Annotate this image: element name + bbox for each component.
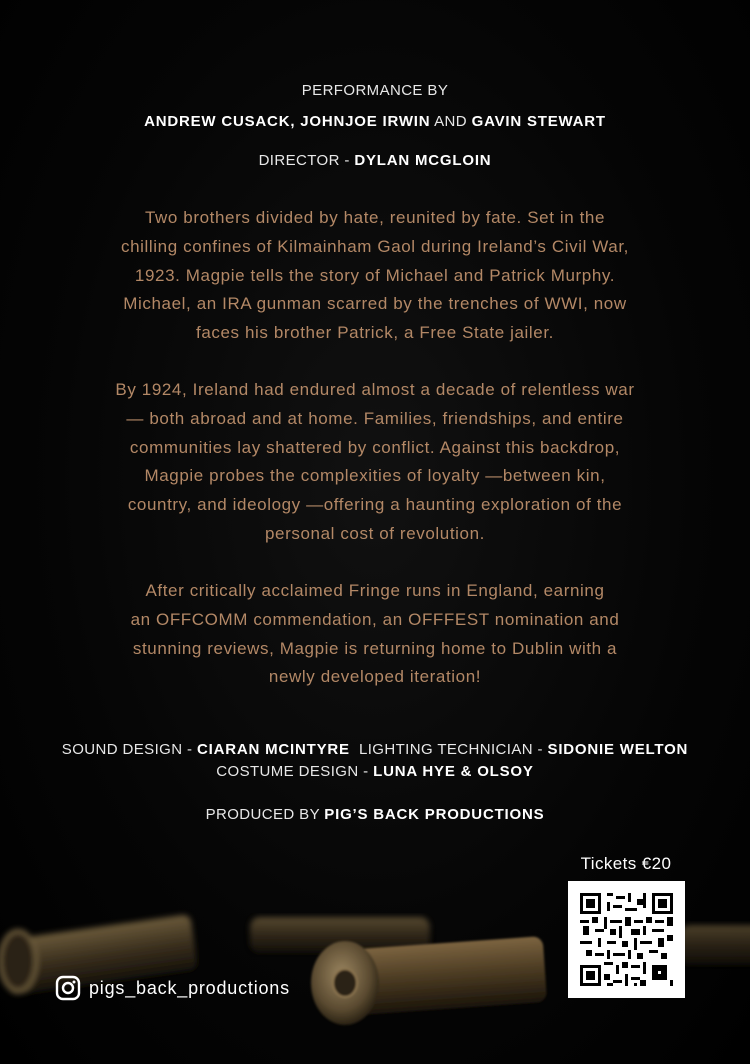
synopsis-paragraph-1 xyxy=(60,204,690,348)
sound-label: SOUND DESIGN - xyxy=(61,741,193,758)
costume-name: LUNA HYE & OLSOY xyxy=(373,763,534,780)
synopsis-line: By 1924, Ireland had endured almost a decade of relentless war xyxy=(115,380,635,399)
and-word: AND xyxy=(434,113,468,130)
cast-names: ANDREW CUSACK, JOHNJOE IRWIN xyxy=(144,113,431,130)
synopsis-line: Two brothers divided by hate, reunited by fate. Set in the xyxy=(144,208,606,227)
synopsis-line: country, and ideology —offering a haunting exploration of the xyxy=(127,495,623,515)
qr-code-pattern xyxy=(580,893,673,986)
synopsis-line: — both abroad and at home. Families, friendships, and entire xyxy=(126,408,624,428)
director-name: DYLAN MCGLOIN xyxy=(354,152,492,169)
synopsis-paragraph-3 xyxy=(60,577,690,692)
performance-names xyxy=(0,113,750,130)
cast-name-last: GAVIN STEWART xyxy=(471,113,606,130)
crew-line-2 xyxy=(0,763,750,780)
synopsis-line: an OFFCOMM commendation, an OFFFEST nomination and xyxy=(130,609,620,629)
synopsis-line: stunning reviews, Magpie is returning home to Dublin with a xyxy=(132,638,618,658)
synopsis-line: communities lay shattered by conflict. Against this backdrop, xyxy=(129,437,621,457)
social-link[interactable] xyxy=(55,975,290,1001)
synopsis-paragraph-2 xyxy=(60,376,690,549)
lighting-name: SIDONIE WELTON xyxy=(547,741,689,758)
lighting-label: LIGHTING TECHNICIAN - xyxy=(358,741,543,758)
synopsis-line: chilling confines of Kilmainham Gaol during Ireland’s Civil War, xyxy=(121,236,629,256)
shell-right xyxy=(680,925,750,965)
crew-line-1 xyxy=(0,741,750,758)
synopsis-line: personal cost of revolution. xyxy=(265,523,485,543)
instagram-icon xyxy=(55,975,81,1001)
synopsis-line: 1923. Magpie tells the story of Michael and Patrick Murphy. xyxy=(134,265,616,285)
synopsis-line: After critically acclaimed Fringe runs in England, earning xyxy=(145,581,605,600)
social-handle: pigs_back_productions xyxy=(89,977,290,998)
sound-name: CIARAN MCINTYRE xyxy=(197,741,350,758)
qr-code[interactable] xyxy=(568,881,685,998)
director-label: DIRECTOR - xyxy=(258,152,350,169)
tickets-price: Tickets €20 xyxy=(580,854,672,873)
synopsis-line: Magpie probes the complexities of loyalty —between kin, xyxy=(144,466,606,486)
producer-name: PIG’S BACK PRODUCTIONS xyxy=(324,806,545,823)
producer-label: PRODUCED BY xyxy=(205,806,320,823)
shell-center xyxy=(311,936,547,1025)
costume-label: COSTUME DESIGN - xyxy=(216,763,369,780)
performance-label: PERFORMANCE BY xyxy=(301,82,449,99)
producer-line xyxy=(0,806,750,823)
synopsis-line: faces his brother Patrick, a Free State jailer. xyxy=(196,323,554,343)
synopsis-line: newly developed iteration! xyxy=(268,667,482,687)
director-line xyxy=(0,152,750,169)
synopsis-line: Michael, an IRA gunman scarred by the trenches of WWI, now xyxy=(123,294,627,314)
